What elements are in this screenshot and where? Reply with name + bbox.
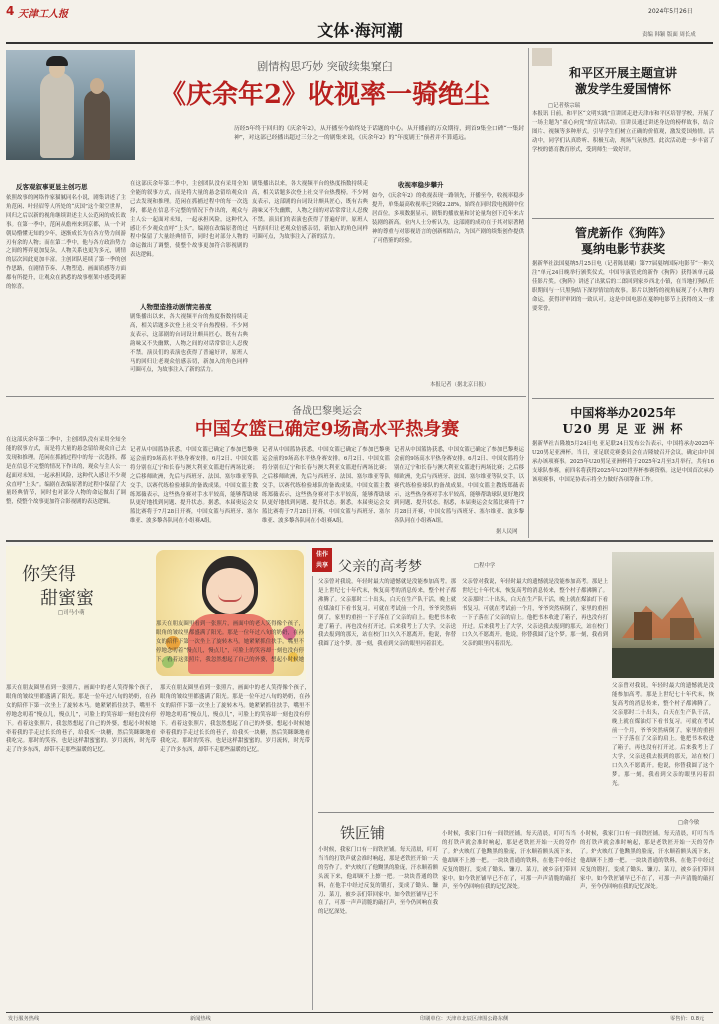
supplement-body-1a: 那天在朋友圈里看到一张照片，画面中的老人笑得像个孩子，眼角的皱纹里都盛满了阳光。那是一位年过八旬的奶奶，在孙女的陪伴下第一次坐上了旋转木马。她紧紧抓住扶手，嘴里不停地念叨着“慢点儿，慢点儿”，可脸上的笑容却一刻也没有停下。看着这张照片，我忽然想起了自己的外婆，想起小时候她 <box>156 621 304 663</box>
lead-col-2b: 剧集播出以来，各大视频平台的热度指数持续走高，相关话题多次登上社交平台热搜榜。不少网友表示，这部剧的台词设计颇具匠心，既有古典韵味又不失幽默，人物之间的对话常常让人忍俊不禁。演员们的表演也获得了普遍好评，原班人马的回归让老观众倍感亲切，新加入的角色同样可圈可点，为故事注入了新的活力。 <box>130 314 248 374</box>
basketball-body-1: 记者从中国篮协获悉，中国女篮已确定了参加巴黎奥运会前的9场高水平热身赛安排。6月2日、中国女篮将分别在辽宁和长春与澳大利亚女篮进行两场比赛；之后移师欧洲，先后与西班牙、法国、塞尔维亚等队交手，以赛代练检验球队的备战成果。中国女篮主教练郑薇表示，这些热身赛对手水平较高，能够帮助球队更好地找到问题、提升状态。据悉，本届奥运会女篮比赛将于7月28日开赛，中国女篮与西班牙、塞尔维亚、波多黎各队同在小组赛A组。 <box>130 447 258 525</box>
section-title: 文体·海河潮 <box>317 21 403 40</box>
lead-deck: 历经5年终于回归的《庆余年2》，从开播至今始终处于话题的中心。从开播前的万众期待，到首9集全口碑“一集封神”，对这部已经播出超过三分之一的剧集来说，《庆余年2》的“年度剧王”预者并不算遥远。 <box>234 126 524 141</box>
basketball-kicker: 备战巴黎奥运会 <box>292 406 362 417</box>
right2-headline-1: 管虎新作《狗阵》 <box>574 226 671 240</box>
right-divider-2 <box>532 398 714 399</box>
right3-headline-2: U20 男 足 亚 洲 杯 <box>562 422 684 436</box>
basketball-body-3: 记者从中国篮协获悉，中国女篮已确定了参加巴黎奥运会前的9场高水平热身赛安排。6月2日、中国女篮将分别在辽宁和长春与澳大利亚女篮进行两场比赛；之后移师欧洲，先后与西班牙、法国、塞尔维亚等队交手，以赛代练检验球队的备战成果。中国女篮主教练郑薇表示，这些热身赛对手水平较高，能够帮助球队更好地找到问题、提升状态。据悉，本届奥运会女篮比赛将于7月28日开赛，中国女篮与西班牙、塞尔维亚、波多黎各队同在小组赛A组。 <box>394 447 524 525</box>
supplement-column-rule <box>312 576 313 1010</box>
editors: 责编 韩颖 版面 周长成 <box>642 32 696 38</box>
supplement-body-4b: 小时候，我家门口有一间铁匠铺。每天清晨，叮叮当当的打铁声就会准时响起，那是老铁匠开始一天的劳作了。炉火映红了他黝黑的脸庞，汗水顺着额头流下来，他却顾不上擦一把。一块块普通的铁料，在他手中经过反复的锻打，变成了锄头、镰刀、菜刀，被乡亲们带回家中。如今铁匠铺早已不在了，可那一声声清脆的敲打声，至今仍回响在我的记忆深处。 <box>442 831 576 891</box>
right1-body: 本报讯 日前，和平区“文明实践”宣讲团走进天津市和平区培智学校，开展了一场主题为“童心向党”的宣讲活动。宣讲员通过讲述身边的榜样故事，结合图片、视频等多种形式，引导学生们树立正确的价值观，激发爱国热情。活动中，同学们认真聆听、积极互动，现场气氛热烈。此次活动进一步丰富了学校的德育教育形式，受到师生一致好评。 <box>532 111 714 153</box>
jiazuo-badge <box>312 548 332 572</box>
supplement-body-4c: 小时候，我家门口有一间铁匠铺。每天清晨，叮叮当当的打铁声就会准时响起，那是老铁匠开始一天的劳作了。炉火映红了他黝黑的脸庞，汗水顺着额头流下来，他却顾不上擦一把。一块块普通的铁料，在他手中经过反复的锻打，变成了锄头、镰刀、菜刀，被乡亲们带回家中。如今铁匠铺早已不在了，可那一声声清脆的敲打声，至今仍回响在我的记忆深处。 <box>580 831 714 891</box>
right3-body: 据新华社吉隆坡5月24日电 亚足联24日发布公告表示，中国将承办2025年U20男足亚洲杯。当日，亚足联竞赛委员会在吉隆坡召开会议，确定由中国承办该项赛事。2025年U20男足亚洲杯将于2025年2月至3月举行，共有16支球队参赛，前四名将获得2025年U20世界杯参赛资格。这是中国首次承办该项赛事，中国足协表示将全力做好各项筹备工作。 <box>532 441 714 483</box>
supplement-body-3b: 父亲曾对我说，年轻时最大的遗憾就是没能参加高考。那是上世纪七十年代末，恢复高考的消息传来，整个村子都沸腾了。父亲那时二十出头，白天在生产队干活，晚上就在煤油灯下看书复习。可就在考试前一个月，爷爷突然病倒了，家里的重担一下子落在了父亲的肩上。他把书本收进了箱子，再也没有打开过。后来我考上了大学，父亲送我去报到的那天，站在校门口久久不愿离开。他说，你替我圆了这个梦。那一刻，我看到父亲的眼里闪着泪光。 <box>462 579 608 648</box>
basketball-headline: 中国女篮已确定9场高水平热身赛 <box>194 419 460 440</box>
lead-subhead-1: 反客观叙事更显主创巧思 <box>16 183 88 191</box>
supplement-top-rule <box>6 540 713 542</box>
footer-price: 零售价：0.8元 <box>670 1016 705 1022</box>
drama-still-image <box>6 50 135 160</box>
lead-col-3: 剧集播出以来，各大视频平台的热度指数持续走高，相关话题多次登上社交平台热搜榜。不少网友表示，这部剧的台词设计颇具匠心，既有古典韵味又不失幽默，人物之间的对话常常让人忍俊不禁。演员们的表演也获得了普遍好评，原班人马的回归让老观众倍感亲切，新加入的角色同样可圈可点，为故事注入了新的活力。 <box>252 181 368 241</box>
right-column-rule <box>528 48 529 538</box>
lead-kicker: 剧情构思巧妙 突破续集窠臼 <box>257 60 393 73</box>
supplement-title-4: 铁匠铺 <box>340 824 386 842</box>
basketball-body-2: 记者从中国篮协获悉，中国女篮已确定了参加巴黎奥运会前的9场高水平热身赛安排。6月2日、中国女篮将分别在辽宁和长春与澳大利亚女篮进行两场比赛；之后移师欧洲，先后与西班牙、法国、塞尔维亚等队交手，以赛代练检验球队的备战成果。中国女篮主教练郑薇表示，这些热身赛对手水平较高，能够帮助球队更好地找到问题、提升状态。据悉，本届奥运会女篮比赛将于7月28日开赛，中国女篮与西班牙、塞尔维亚、波多黎各队同在小组赛A组。 <box>262 447 390 525</box>
lead-col-1-cont: 在这部庆余年第二季中，主创团队没有采用全知全能的叙事方式，而是将大量的悬念留给观众自己去发现和推理。范闲在抓捕过程中的每一次选择，都是在信息不完整的情况下作出的，观众与主人公一起面对未知，一起承担风险，这种代入感让不少观众直呼“上头”。编剧在改编原著的过程中保留了大量经典情节，同时也对部分人物的命运做出了调整，使整个故事更加符合影视剧的表达逻辑。 <box>6 437 126 506</box>
lead-col-4: 如今，《庆余年2》的收视表现一路领先，开播至今，收视率稳步提升，单集最高收视率已突破2.28%，始终在同时段电视剧中位居首位。多项数据显示，剧集的播放量和讨论量均创下近年来古装剧的新高。业内人士分析认为，这部剧的成功在于其对原著精神的尊重与对影视语言的创新相结合，为国产剧的续集创作提供了可借鉴的经验。 <box>372 193 524 244</box>
right2-headline-2: 戛纳电影节获奖 <box>580 242 665 256</box>
right3-headline-1: 中国将举办2025年 <box>570 406 676 420</box>
supplement-body-1b: 那天在朋友圈里看到一张照片，画面中的老人笑得像个孩子，眼角的皱纹里都盛满了阳光。那是一位年过八旬的奶奶，在孙女的陪伴下第一次坐上了旋转木马。她紧紧抓住扶手，嘴里不停地念叨着“慢点儿，慢点儿”，可脸上的笑容却一刻也没有停下。看着这张照片，我忽然想起了自己的外婆，想起小时候她牵着我的手走过长长的巷子，给我买一块糖，然后笑眯眯地看我吃完。那时的笑容，也是这样甜蜜蜜的。岁月流转，时光带走了许多东西，却带不走那些温暖的记忆。 <box>6 685 156 754</box>
supplement-title-3: 父亲的高考梦 <box>338 559 422 575</box>
paper-name: 天津工人报 <box>18 9 68 20</box>
right1-headline-1: 和平区开展主题宣讲 <box>568 66 677 80</box>
jiazuo-badge-line-1: 佳作 <box>315 551 328 558</box>
masthead-rule <box>6 42 713 44</box>
footer-print: 印刷单位：天津市北辰区津围公路东侧 <box>420 1016 509 1022</box>
right-divider-1 <box>532 218 714 219</box>
lead-byline: 本报记者（据北京日报） <box>430 382 490 388</box>
footer-hotline: 发行服务热线 <box>8 1016 40 1022</box>
footer-news-hotline: 新闻热线 <box>190 1016 211 1022</box>
supplement-byline-4: □俞今敏 <box>678 820 700 826</box>
right1-byline: □记者蔡宗瑞 <box>548 103 581 109</box>
right1-headline-2: 激发学生爱国情怀 <box>574 82 671 96</box>
right2-body: 据新华社法国戛纳5月25日电（记者陈晨曦）第77届戛纳国际电影节“一种关注”单元24日晚举行颁奖仪式，中国导演管虎的新作《狗阵》获得该单元最佳影片奖。《狗阵》讲述了出狱后的二郎回到家乡西北小镇，在当地打狗队任职期间与一只黑狗结下深厚情谊的故事。影片以独特的视角展现了小人物的命运，获得评审团的一致认可。这是中国电影在戛纳电影节上获得的又一重要荣誉。 <box>532 261 714 312</box>
lead-col-1: 依照故事的网络作家猫腻同名小说，剧集讲述了主角范闲、叶轻眉等人所处的“庆国”这个架空世界，回归之后以新的视角继续讲述主人公范闲的成长故事。在第一季中，范闲从儋州来到京都，从一个对朝局懵懂无知的少年，逐渐成长为在各方势力间游刃有余的人物；而在第二季中，他与各方政治势力之间的博弈更加复杂，人物关系也更为多元，剧情的层次因此更加丰富。主创团队延续了第一季的创作思路，在剧情节奏、人物塑造、画面质感等方面都有所提升，让观众在熟悉的故事框架中感受到新的惊喜。 <box>6 195 126 291</box>
supplement-divider <box>318 812 714 813</box>
landscape-painting <box>612 552 714 678</box>
supplement-title-1: 你笑得 <box>22 564 76 585</box>
lead-subhead-3: 收视率稳步攀升 <box>398 181 444 189</box>
supplement-byline-1: □司马小萌 <box>58 610 85 616</box>
supplement-byline-3: □程中学 <box>474 563 496 569</box>
lead-subhead-2: 人物塑造推动剧情完善度 <box>140 303 212 311</box>
footer-rule <box>6 1012 713 1013</box>
lead-headline: 《庆余年2》收视率一骑绝尘 <box>159 80 491 110</box>
jiazuo-badge-line-2: 共享 <box>315 562 328 569</box>
basketball-byline: 据人民网 <box>496 529 518 535</box>
lead-col-2: 在这部庆余年第二季中，主创团队没有采用全知全能的叙事方式，而是将大量的悬念留给观众自己去发现和推理。范闲在抓捕过程中的每一次选择，都是在信息不完整的情况下作出的，观众与主人公一起面对未知，一起承担风险，这种代入感让不少观众直呼“上头”。编剧在改编原著的过程中保留了大量经典情节，同时也对部分人物的命运做出了调整，使整个故事更加符合影视剧的表达逻辑。 <box>130 181 248 259</box>
issue-date: 2024年5月26日 <box>648 8 693 15</box>
supplement-title-2: 甜蜜蜜 <box>40 588 94 609</box>
lead-bottom-rule <box>6 396 526 397</box>
page-number: 4 <box>6 4 15 18</box>
supplement-body-4a: 小时候，我家门口有一间铁匠铺。每天清晨，叮叮当当的打铁声就会准时响起，那是老铁匠开始一天的劳作了。炉火映红了他黝黑的脸庞，汗水顺着额头流下来，他却顾不上擦一把。一块块普通的铁料，在他手中经过反复的锻打，变成了锄头、镰刀、菜刀，被乡亲们带回家中。如今铁匠铺早已不在了，可那一声声清脆的敲打声，至今仍回响在我的记忆深处。 <box>318 847 438 916</box>
supplement-body-3c: 父亲曾对我说，年轻时最大的遗憾就是没能参加高考。那是上世纪七十年代末，恢复高考的消息传来，整个村子都沸腾了。父亲那时二十出头，白天在生产队干活，晚上就在煤油灯下看书复习。可就在考试前一个月，爷爷突然病倒了，家里的重担一下子落在了父亲的肩上。他把书本收进了箱子，再也没有打开过。后来我考上了大学，父亲送我去报到的那天，站在校门口久久不愿离开。他说，你替我圆了这个梦。那一刻，我看到父亲的眼里闪着泪光。 <box>612 683 714 787</box>
supplement-body-3a: 父亲曾对我说，年轻时最大的遗憾就是没能参加高考。那是上世纪七十年代末，恢复高考的消息传来，整个村子都沸腾了。父亲那时二十出头，白天在生产队干活，晚上就在煤油灯下看书复习。可就在考试前一个月，爷爷突然病倒了，家里的重担一下子落在了父亲的肩上。他把书本收进了箱子，再也没有打开过。后来我考上了大学，父亲送我去报到的那天，站在校门口久久不愿离开。他说，你替我圆了这个梦。那一刻，我看到父亲的眼里闪着泪光。 <box>318 579 456 648</box>
supplement-body-1c: 那天在朋友圈里看到一张照片，画面中的老人笑得像个孩子，眼角的皱纹里都盛满了阳光。那是一位年过八旬的奶奶，在孙女的陪伴下第一次坐上了旋转木马。她紧紧抓住扶手，嘴里不停地念叨着“慢点儿，慢点儿”，可脸上的笑容却一刻也没有停下。看着这张照片，我忽然想起了自己的外婆，想起小时候她牵着我的手走过长长的巷子，给我买一块糖，然后笑眯眯地看我吃完。那时的笑容，也是这样甜蜜蜜的。岁月流转，时光带走了许多东西，却带不走那些温暖的记忆。 <box>160 685 310 754</box>
